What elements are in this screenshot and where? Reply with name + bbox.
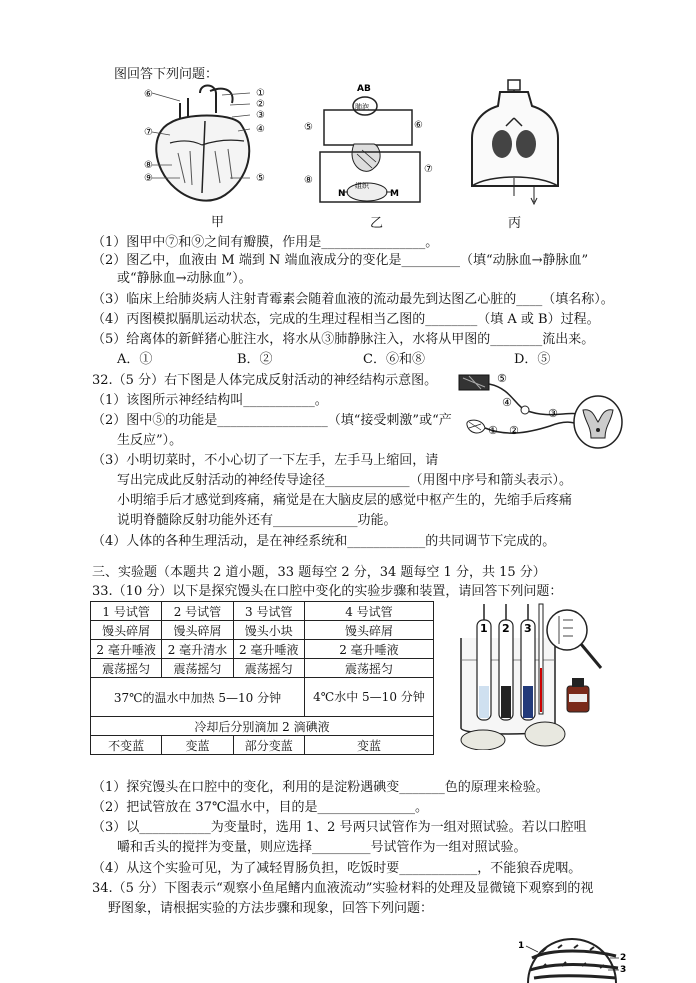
q32-line-8: 说明脊髓除反射功能外还有_____________功能。	[117, 513, 397, 528]
section-3-heading: 三、实验题（本题共 2 道小题，33 题每空 2 分，34 题每空 1 分，共 15 分）	[92, 565, 546, 580]
table-cell: 馒头碎屑	[162, 621, 233, 640]
reflex-label-2: ②	[509, 424, 519, 437]
q32-line-2: （1）该图所示神经结构叫___________。	[92, 393, 328, 408]
circulation-label-5: ⑤	[304, 122, 313, 133]
q31-option-a: A．①	[117, 352, 153, 367]
heart-label-3: ③	[256, 110, 265, 121]
heart-label-2: ②	[256, 99, 265, 110]
table-cell: 4 号试管	[304, 602, 433, 621]
circulation-diagram	[302, 82, 437, 212]
heart-caption: 甲	[211, 215, 225, 230]
circulation-tissue: 组织	[355, 182, 369, 190]
table-cell: 不变蓝	[91, 736, 162, 755]
q33-line-1: （1）探究馒头在口腔中的变化，利用的是淀粉遇碘变_______色的原理来检验。	[92, 780, 549, 795]
table-cell: 部分变蓝	[233, 736, 304, 755]
q34-line-1: 34.（5 分）下图表示“观察小鱼尾鳍内血液流动”实验材料的处理及显微镜下观察到的视	[92, 881, 594, 896]
table-cell: 震荡摇匀	[304, 659, 433, 678]
reflex-arc-diagram	[455, 370, 625, 465]
tube-label-1: 1	[480, 622, 488, 635]
circulation-label-7: ⑦	[424, 164, 433, 175]
heart-label-8: ⑧	[144, 160, 153, 171]
table-cell: 2 毫升唾液	[91, 640, 162, 659]
reflex-label-1: ①	[488, 424, 498, 437]
q32-line-4: 生反应”）。	[117, 433, 183, 448]
reflex-label-4: ④	[502, 396, 512, 409]
q31-option-b: B．②	[237, 352, 273, 367]
q33-heading: 33.（10 分）以下是探究馒头在口腔中变化的实验步骤和装置，请回答下列问题：	[92, 584, 563, 599]
reflex-label-5: ⑤	[497, 372, 507, 385]
table-cell: 震荡摇匀	[233, 659, 304, 678]
micro-label-3: 3	[620, 965, 627, 975]
q33-line-4: 嚼和舌头的搅拌为变量，则应选择_________号试管作为一组对照试验。	[117, 840, 527, 855]
q31-line-1: （1）图甲中⑦和⑨之间有瓣膜，作用是________________。	[92, 235, 439, 250]
q31-line-6: （5）给离体的新鲜猪心脏注水，将水从③肺静脉注入，水将从甲图的________流出来。	[92, 332, 595, 347]
circulation-n: N	[338, 189, 346, 199]
q33-line-5: （4）从这个实验可见，为了减轻胃肠负担，吃饭时要____________，不能狼吞虎咽。	[92, 861, 582, 876]
heart-label-5: ⑤	[256, 173, 265, 184]
table-cell: 1 号试管	[91, 602, 162, 621]
q31-line-3: 或“静脉血→动脉血”）。	[117, 271, 252, 286]
heart-label-6: ⑥	[144, 89, 153, 100]
q33-line-3: （3）以___________为变量时，选用 1、2 号两只试管作为一组对照试验。若以口腔咀	[92, 820, 587, 835]
q31-line-4: （3）临床上给肺炎病人注射青霉素会随着血液的流动最先到达图乙心脏的____（填名称）。	[92, 292, 614, 307]
q32-line-9: （4）人体的各种生理活动，是在神经系统和____________的共同调节下完成的。	[92, 534, 556, 549]
table-cell: 2 号试管	[162, 602, 233, 621]
table-cell: 4℃水中 5—10 分钟	[304, 678, 433, 717]
table-row	[91, 717, 434, 736]
circulation-label-6: ⑥	[414, 120, 423, 131]
table-cell: 馒头小块	[233, 621, 304, 640]
q31-line-5: （4）丙图模拟膈肌运动状态，完成的生理过程相当乙图的________（填 A 或 B）过程。	[92, 312, 600, 327]
bell-jar-caption: 丙	[508, 216, 522, 231]
table-row	[91, 621, 434, 640]
q32-line-1: 32.（5 分）右下图是人体完成反射活动的神经结构示意图。	[92, 373, 438, 388]
q31-option-c: C．⑥和⑧	[363, 352, 425, 367]
table-cell: 2 毫升清水	[162, 640, 233, 659]
heart-label-9: ⑨	[144, 173, 153, 184]
microscope-field	[512, 918, 630, 983]
heart-diagram	[140, 83, 275, 208]
q32-line-5: （3）小明切菜时，不小心切了一下左手，左手马上缩回，请	[92, 453, 439, 468]
table-cell: 3 号试管	[233, 602, 304, 621]
tube-label-3: 3	[524, 622, 532, 635]
q33-line-2: （2）把试管放在 37℃温水中，目的是_______________。	[92, 800, 428, 815]
bell-jar-diagram	[470, 78, 560, 213]
table-cell: 馒头碎屑	[304, 621, 433, 640]
table-cell: 37℃的温水中加热 5—10 分钟	[91, 678, 305, 717]
table-row	[91, 602, 434, 621]
q34-line-2: 野图象，请根据实验的方法步骤和现象，回答下列问题：	[108, 901, 434, 916]
table-cell: 震荡摇匀	[162, 659, 233, 678]
heart-label-4: ④	[256, 124, 265, 135]
table-row	[91, 678, 434, 717]
q32-line-6: 写出完成此反射活动的神经传导途径_____________（用图中序号和箭头表示）。	[117, 473, 573, 488]
table-cell: 2 毫升唾液	[233, 640, 304, 659]
q32-line-3: （2）图中⑤的功能是_________________（填“接受刺激”或“产	[92, 413, 452, 428]
table-cell: 冷却后分别滴加 2 滴碘液	[91, 717, 434, 736]
micro-label-1: 1	[518, 941, 525, 951]
intro-text: 图回答下列问题：	[114, 67, 219, 82]
circulation-label-8: ⑧	[304, 175, 313, 186]
table-row	[91, 659, 434, 678]
q31-option-d: D．⑤	[514, 352, 551, 367]
test-tube-apparatus	[455, 598, 615, 750]
table-cell: 2 毫升唾液	[304, 640, 433, 659]
table-cell: 馒头碎屑	[91, 621, 162, 640]
table-cell: 震荡摇匀	[91, 659, 162, 678]
micro-label-2: 2	[620, 953, 627, 963]
circulation-ab: AB	[357, 84, 371, 94]
tube-label-2: 2	[502, 622, 510, 635]
experiment-table	[90, 601, 434, 755]
heart-label-7: ⑦	[144, 127, 153, 138]
q32-line-7: 小明缩手后才感觉到疼痛，痛觉是在大脑皮层的感觉中枢产生的，先缩手后疼痛	[117, 493, 573, 508]
heart-label-1: ①	[256, 88, 265, 99]
circulation-caption: 乙	[370, 216, 384, 231]
q31-line-2: （2）图乙中，血液由 M 端到 N 端血液成分的变化是_________（填“动脉血→静脉血”	[92, 253, 589, 268]
reflex-label-3: ③	[548, 407, 558, 420]
table-row	[91, 640, 434, 659]
circulation-m: M	[390, 189, 399, 199]
table-cell: 变蓝	[162, 736, 233, 755]
table-cell: 变蓝	[304, 736, 433, 755]
table-row	[91, 736, 434, 755]
circulation-lung: 肺泡	[355, 103, 369, 111]
